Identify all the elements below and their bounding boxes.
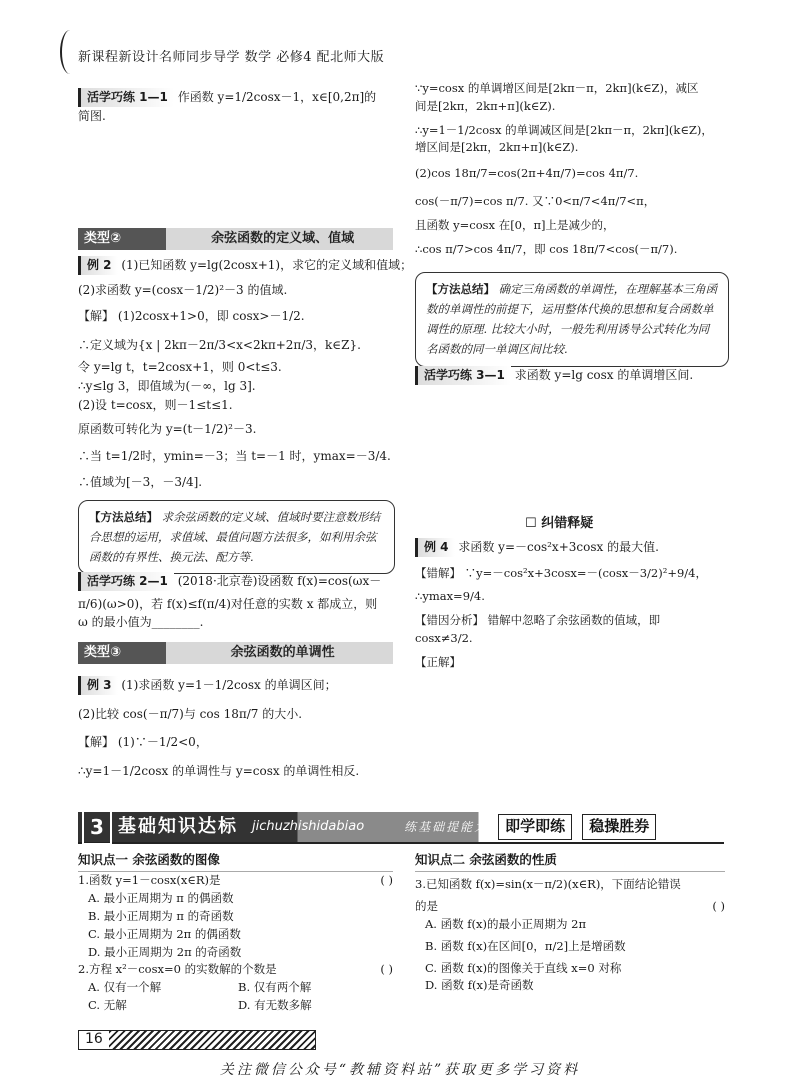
- option: A. 函数 f(x)的最小正周期为 2π: [425, 917, 587, 931]
- example-line: ∴y≤lg 3，即值域为(－∞，lg 3].: [78, 378, 256, 393]
- example-line: 【解】 (1)∵－1/2<0，: [78, 735, 208, 750]
- option: C. 函数 f(x)的图像关于直线 x=0 对称: [425, 960, 622, 975]
- answer-paren: ( ): [380, 873, 393, 888]
- method-summary-2: [78, 500, 395, 574]
- option: B. 仅有两个解: [238, 980, 312, 995]
- example-line: 求函数 y=－cos²x+3cosx 的最大值.: [458, 540, 659, 554]
- example-line: 【解】 (1)2cosx+1>0，即 cosx>－1/2.: [78, 309, 305, 324]
- option: B. 函数 f(x)在区间[0，π/2]上是增函数: [425, 938, 626, 953]
- example-tag: 例 4: [415, 538, 455, 557]
- example-line: 【正解】: [415, 654, 461, 669]
- question-stem: 的是: [415, 899, 438, 914]
- option: D. 有无数多解: [238, 998, 312, 1013]
- question-stem: 1.函数 y=1－cosx(x∈R)是: [78, 873, 221, 888]
- summary-head: 【方法总结】: [89, 510, 158, 524]
- type-title: 余弦函数的定义域、值域: [211, 230, 355, 246]
- example-4: [415, 538, 725, 672]
- type-title: 余弦函数的单调性: [230, 644, 335, 660]
- solution-line: ∴cos π/7>cos 4π/7，即 cos 18π/7<cos(－π/7).: [415, 241, 678, 256]
- example-line: (2)设 t=cosx，则－1≤t≤1.: [78, 397, 233, 412]
- example-line: 原函数可转化为 y=(t－1/2)²－3.: [78, 422, 257, 437]
- example-line: ∴值域为[－3，－3/4].: [78, 475, 203, 490]
- page-number-hatch: [109, 1031, 315, 1049]
- banner-pinyin: jichuzhishidabiao: [252, 818, 365, 834]
- practice-line: π/6)(ω>0)，若 f(x)≤f(π/4)对任意的实数 x 都成立，则: [78, 596, 378, 611]
- example-line: (1)求函数 y=1－1/2cosx 的单调区间；: [121, 678, 337, 692]
- method-summary-3: [415, 272, 729, 367]
- answer-paren: ( ): [380, 962, 393, 977]
- example-line: 【错解】 ∵y=－cos²x+3cosx=－(cosx－3/2)²+9/4，: [415, 565, 707, 580]
- practice-tag: 活学巧练 2—1: [78, 572, 174, 591]
- example-line: 令 y=lg t，t=2cosx+1，则 0<t≤3.: [78, 360, 282, 375]
- basic-knowledge-banner: [78, 812, 724, 844]
- banner-pill-1: 即学即练: [498, 814, 572, 839]
- summary-text: 求余弦函数的定义域、值域时要注意数形结合思想的运用，求值域、最值问题方法很多，如利用余弦函数的有界性、换元法、配方等.: [89, 510, 381, 565]
- knowledge-point-title: 知识点一 余弦函数的图像: [78, 850, 393, 872]
- page-number-bar: [78, 1030, 316, 1050]
- error-heading-text: 纠错释疑: [541, 516, 594, 531]
- section-number: 3: [82, 810, 112, 845]
- option: C. 无解: [88, 998, 127, 1013]
- option: A. 最小正周期为 π 的偶函数: [88, 891, 234, 906]
- practice-tag: 活学巧练 1—1: [78, 88, 174, 107]
- example-3-continued: [415, 80, 725, 259]
- solution-line: ∴y=1－1/2cosx 的单调减区间是[2kπ－π，2kπ](k∈Z)，: [415, 122, 713, 137]
- practice-tag: 活学巧练 3—1: [415, 366, 511, 385]
- page-number: 16: [85, 1031, 103, 1048]
- example-3: [78, 676, 393, 780]
- example-line: ∴当 t=1/2时，ymin=－3；当 t=－1 时，ymax=－3/4.: [78, 448, 391, 463]
- question-stem: 3.已知函数 f(x)=sin(x－π/2)(x∈R)，下面结论错误: [415, 877, 681, 892]
- practice-line: (2018·北京卷)设函数 f(x)=cos(ωx－: [177, 574, 382, 588]
- header-bracket: [60, 30, 80, 74]
- solution-line: 且函数 y=cosx 在[0，π]上是减少的，: [415, 217, 615, 232]
- knowledge-point-1: [78, 850, 393, 1015]
- example-tag: 例 3: [78, 676, 118, 695]
- question-stem: 2.方程 x²－cosx=0 的实数解的个数是: [78, 962, 277, 977]
- example-tag: 例 2: [78, 256, 118, 275]
- example-line: 【错因分析】 错解中忽略了余弦函数的值域，即: [415, 613, 661, 628]
- solution-line: 增区间是[2kπ，2kπ+π](k∈Z).: [415, 140, 579, 155]
- practice-text: 作函数 y=1/2cosx－1，x∈[0,2π]的: [177, 90, 377, 104]
- banner-pill-2: 稳操胜券: [582, 814, 656, 839]
- knowledge-point-2: [415, 850, 725, 995]
- type-label: 类型②: [84, 230, 122, 246]
- option: D. 函数 f(x)是奇函数: [425, 978, 534, 993]
- footer-note: 关注微信公众号“教辅资料站”获取更多学习资料: [219, 1062, 581, 1078]
- solution-line: cos(－π/7)=cos π/7. 又∵0<π/7<4π/7<π，: [415, 194, 656, 209]
- option: B. 最小正周期为 π 的奇函数: [88, 909, 234, 923]
- option: D. 最小正周期为 2π 的奇函数: [88, 944, 242, 959]
- example-line: ∴y=1－1/2cosx 的单调性与 y=cosx 的单调性相反.: [78, 763, 360, 778]
- answer-paren: ( ): [712, 899, 725, 914]
- error-section-heading: [525, 514, 593, 534]
- example-line: (2)求函数 y=(cosx－1/2)²－3 的值域.: [78, 282, 288, 297]
- solution-line: (2)cos 18π/7=cos(2π+4π/7)=cos 4π/7.: [415, 166, 639, 181]
- summary-head: 【方法总结】: [426, 282, 495, 296]
- page-header: 新课程新设计名师同步导学 数学 必修4 配北师大版: [78, 50, 385, 65]
- solution-line: ∵y=cosx 的单调增区间是[2kπ－π，2kπ](k∈Z)，减区: [415, 81, 699, 95]
- banner-title: 基础知识达标: [118, 816, 238, 838]
- option: C. 最小正周期为 2π 的偶函数: [88, 926, 241, 941]
- solution-line: 间是[2kπ，2kπ+π](k∈Z).: [415, 98, 556, 113]
- type-2-bar: [78, 228, 393, 250]
- practice-text-2: 简图.: [78, 108, 106, 123]
- practice-1-1: [78, 88, 393, 125]
- example-line: ∴定义域为{x | 2kπ－2π/3<x<2kπ+2π/3，k∈Z}.: [78, 337, 361, 352]
- type-label: 类型③: [84, 644, 122, 660]
- example-line: cosx≠3/2.: [415, 631, 473, 646]
- summary-text: 确定三角函数的单调性，在理解基本三角函数的单调性的前提下，运用整体代换的思想和复合函数单调性的原理. 比较大小时，一般先利用诱导公式转化为同名函数的同一单调区间比较.: [426, 282, 718, 357]
- example-line: ∴ymax=9/4.: [415, 589, 485, 604]
- example-line: (1)已知函数 y=lg(2cosx+1)，求它的定义域和值域；: [121, 258, 413, 272]
- practice-3-1: [415, 366, 725, 385]
- banner-slogan: 练基础提能力: [404, 819, 489, 834]
- example-line: (2)比较 cos(－π/7)与 cos 18π/7 的大小.: [78, 706, 303, 721]
- example-2: [78, 256, 413, 492]
- knowledge-point-title: 知识点二 余弦函数的性质: [415, 850, 725, 872]
- type-3-bar: [78, 642, 393, 664]
- error-icon: ☐: [525, 516, 537, 531]
- option: A. 仅有一个解: [88, 980, 162, 995]
- practice-2-1: [78, 572, 393, 632]
- practice-text: 求函数 y=lg cosx 的单调增区间.: [514, 368, 694, 382]
- practice-line: ω 的最小值为________.: [78, 615, 204, 630]
